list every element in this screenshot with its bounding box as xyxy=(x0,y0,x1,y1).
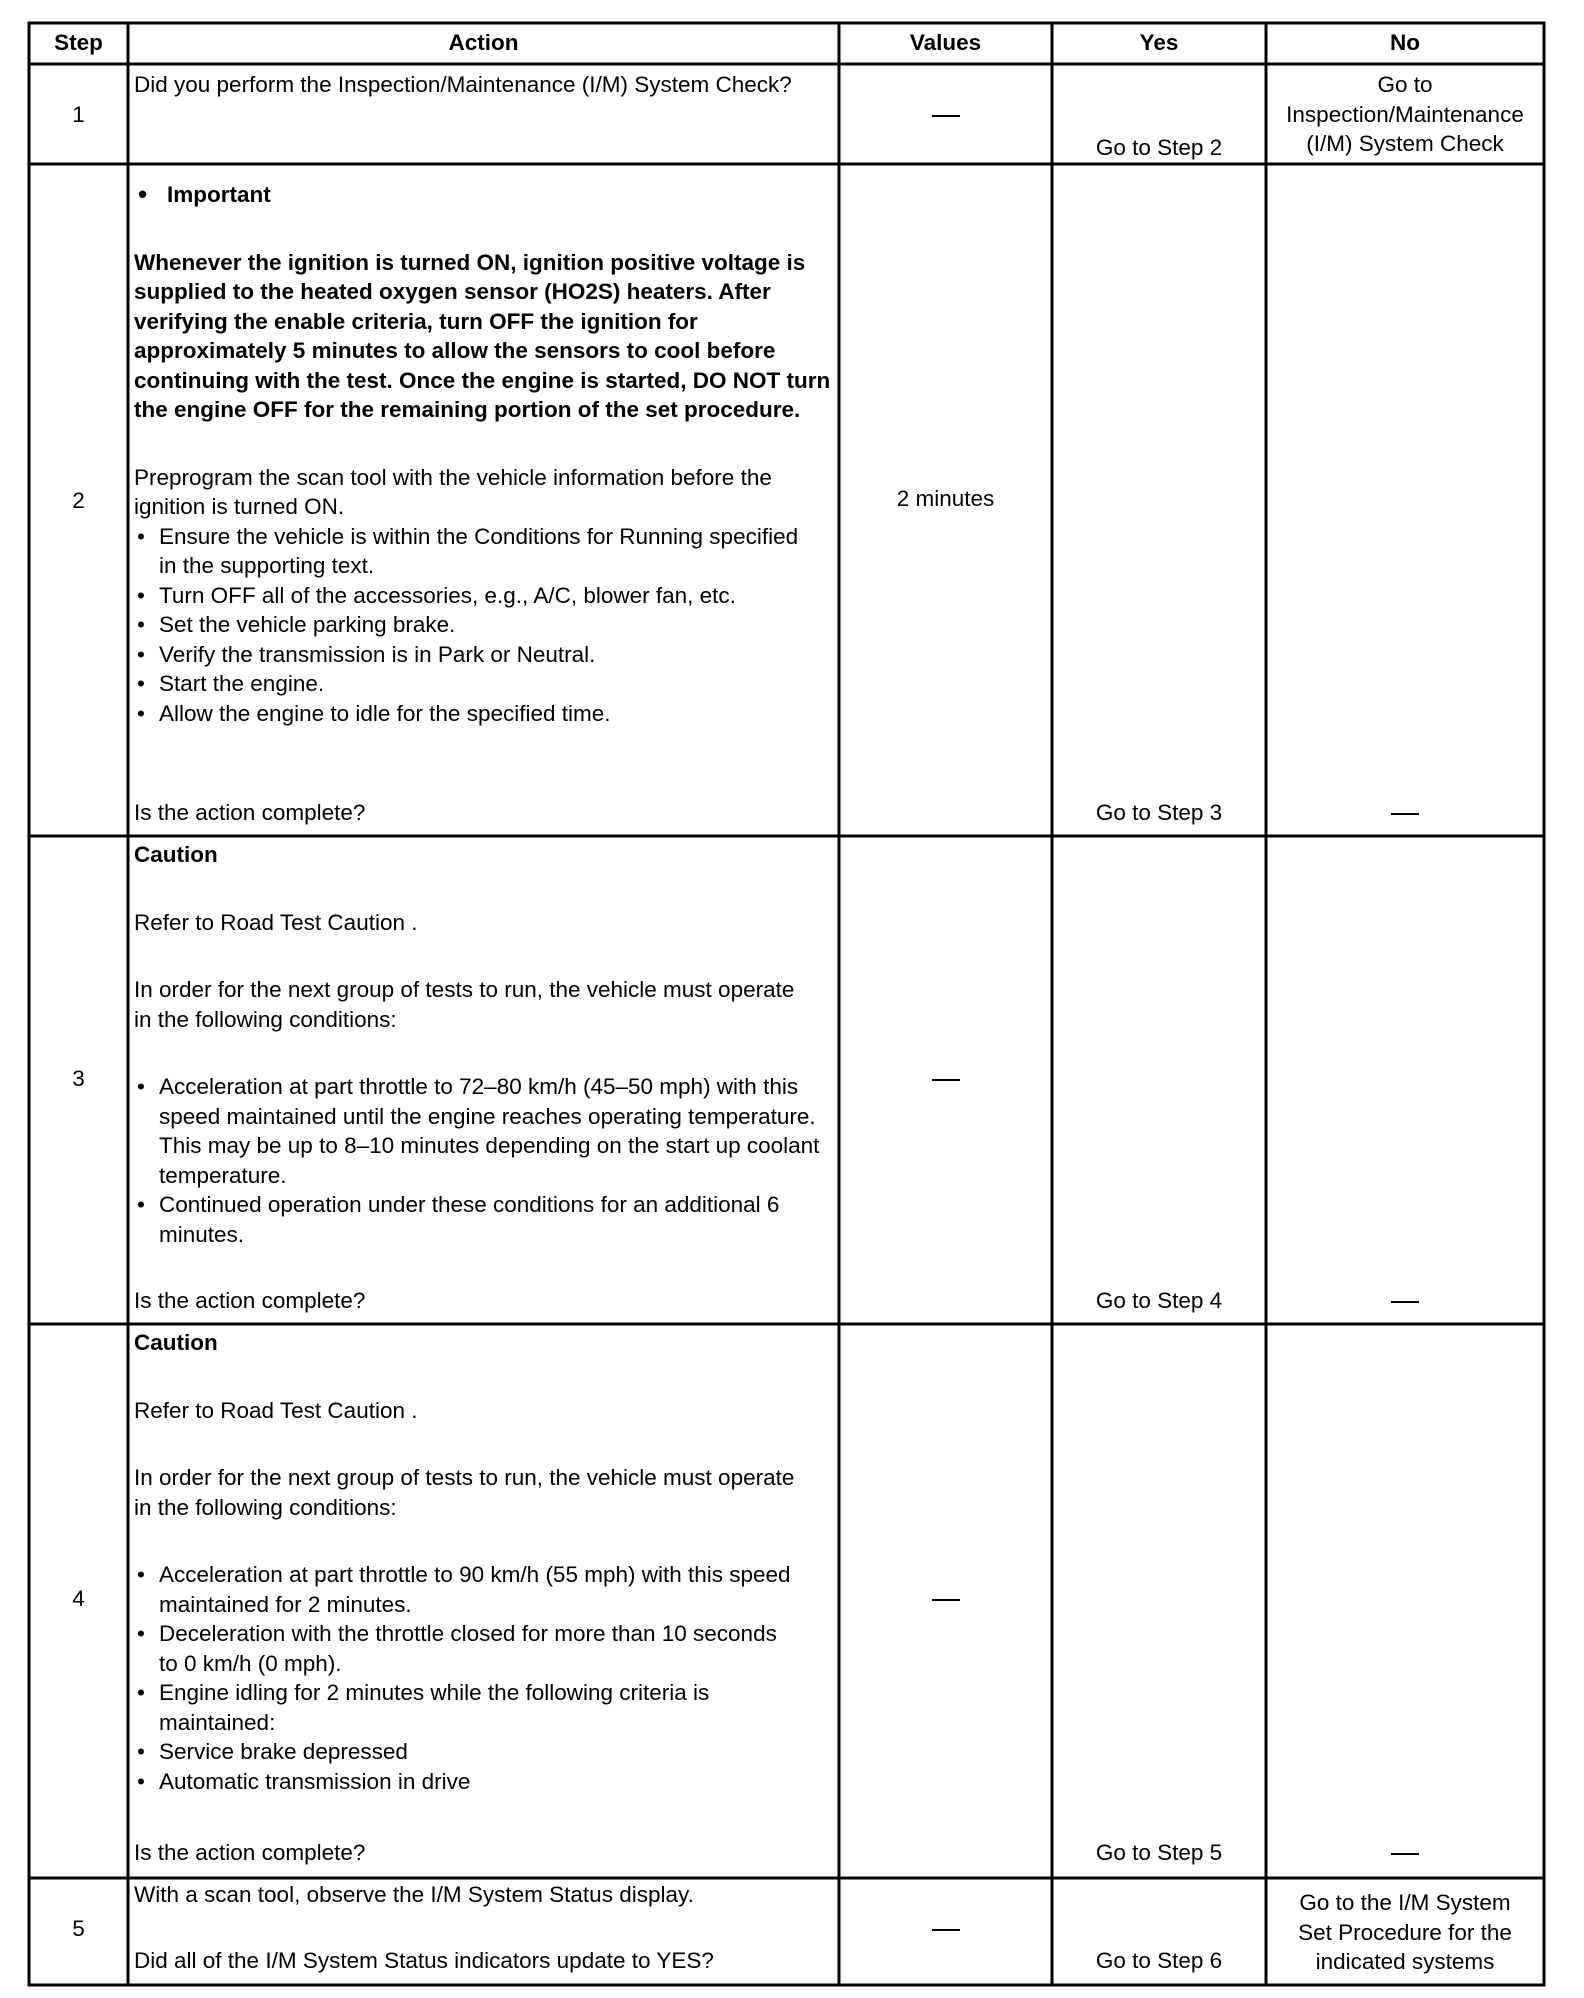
action-cell xyxy=(134,180,834,728)
no-go-to-link: Go to Inspection/Maintenance (I/M) System Check xyxy=(1286,72,1524,156)
list-item: • Engine idling for 2 minutes while the following criteria is maintained: xyxy=(134,1678,819,1737)
action-intro: Preprogram the scan tool with the vehicle information before the ignition is turned ON. xyxy=(134,464,772,519)
no-cell xyxy=(1266,798,1544,828)
header-step: Step xyxy=(54,30,103,55)
step-number: 1 xyxy=(72,102,85,127)
list-item: • Automatic transmission in drive xyxy=(134,1767,834,1797)
step-number: 3 xyxy=(72,1066,85,1091)
empty-value-dash xyxy=(932,115,960,117)
header-no: No xyxy=(1390,30,1420,55)
step-number: 5 xyxy=(72,1916,85,1941)
list-item: • Allow the engine to idle for the specified time. xyxy=(134,699,834,729)
action-cell xyxy=(134,840,834,1249)
list-item: • Acceleration at part throttle to 90 km/h (55 mph) with this speed maintained for 2 minutes. xyxy=(134,1560,819,1619)
list-item: • Deceleration with the throttle closed for more than 10 seconds to 0 km/h (0 mph). xyxy=(134,1619,799,1678)
list-item: • Acceleration at part throttle to 72–80 km/h (45–50 mph) with this speed maintained until the engine reaches operating temperature. This may be up to 8–10 minutes depending on the start up coolant temperature. xyxy=(134,1072,859,1190)
yes-go-to-step: Go to Step 5 xyxy=(1095,1840,1223,1865)
action-question: Did all of the I/M System Status indicators update to YES? xyxy=(134,1948,714,1973)
empty-value-dash xyxy=(1391,813,1419,815)
yes-cell xyxy=(1052,64,1266,164)
important-text: Whenever the ignition is turned ON, ignition positive voltage is supplied to the heated oxygen sensor (HO2S) heaters. After verifying the enable criteria, turn OFF the ignition for approximately 5 minutes to allow the sensors to cool before continuing with the test. Once the engine is started, DO NOT turn the engine OFF for the remaining portion of the set procedure. xyxy=(134,249,831,422)
refer-text: Refer to Road Test Caution . xyxy=(134,1397,418,1423)
yes-go-to-step: Go to Step 4 xyxy=(1095,1288,1223,1313)
values-cell xyxy=(839,1584,1052,1614)
list-item: • Ensure the vehicle is within the Conditions for Running specified in the supporting text. xyxy=(134,522,809,581)
values-cell xyxy=(839,1914,1052,1944)
action-text: Did you perform the Inspection/Maintenance (I/M) System Check? xyxy=(134,72,792,97)
empty-value-dash xyxy=(1391,1853,1419,1855)
list-item: • Set the vehicle parking brake. xyxy=(134,610,834,640)
list-item: • Continued operation under these conditions for an additional 6 minutes. xyxy=(134,1190,859,1249)
action-intro: In order for the next group of tests to run, the vehicle must operate in the following conditions: xyxy=(134,977,795,1032)
step-number: 4 xyxy=(72,1586,85,1611)
list-item: • Turn OFF all of the accessories, e.g., A/C, blower fan, etc. xyxy=(134,581,834,611)
action-intro: In order for the next group of tests to run, the vehicle must operate in the following conditions: xyxy=(134,1465,795,1520)
caution-title: Caution xyxy=(134,1330,218,1355)
values-cell xyxy=(839,100,1052,130)
no-cell xyxy=(1266,1286,1544,1316)
header-values: Values xyxy=(909,30,982,55)
action-question: Is the action complete? xyxy=(134,1840,366,1865)
empty-value-dash xyxy=(1391,1301,1419,1303)
no-go-to-link: Go to the I/M System Set Procedure for the indicated systems xyxy=(1298,1890,1512,1974)
values-cell xyxy=(839,1064,1052,1094)
yes-go-to-step: Go to Step 6 xyxy=(1095,1948,1223,1973)
yes-go-to-step: Go to Step 2 xyxy=(1095,134,1223,160)
no-cell xyxy=(1266,64,1544,164)
action-cell xyxy=(134,1328,834,1796)
caution-title: Caution xyxy=(134,842,218,867)
empty-value-dash xyxy=(932,1929,960,1931)
list-item: • Service brake depressed xyxy=(134,1737,834,1767)
header-action: Action xyxy=(448,30,519,55)
step-number: 2 xyxy=(72,488,85,513)
header-yes: Yes xyxy=(1139,30,1179,55)
empty-value-dash xyxy=(932,1079,960,1081)
refer-text: Refer to Road Test Caution . xyxy=(134,909,418,935)
no-cell xyxy=(1266,1838,1544,1868)
empty-value-dash xyxy=(932,1599,960,1601)
action-question: Is the action complete? xyxy=(134,1288,366,1313)
list-item: • Start the engine. xyxy=(134,669,834,699)
yes-go-to-step: Go to Step 3 xyxy=(1095,800,1223,825)
values-cell: 2 minutes xyxy=(896,486,995,511)
action-text: With a scan tool, observe the I/M System Status display. xyxy=(134,1882,694,1907)
action-question: Is the action complete? xyxy=(134,800,366,825)
important-title: • Important xyxy=(134,180,834,210)
list-item: • Verify the transmission is in Park or Neutral. xyxy=(134,640,834,670)
